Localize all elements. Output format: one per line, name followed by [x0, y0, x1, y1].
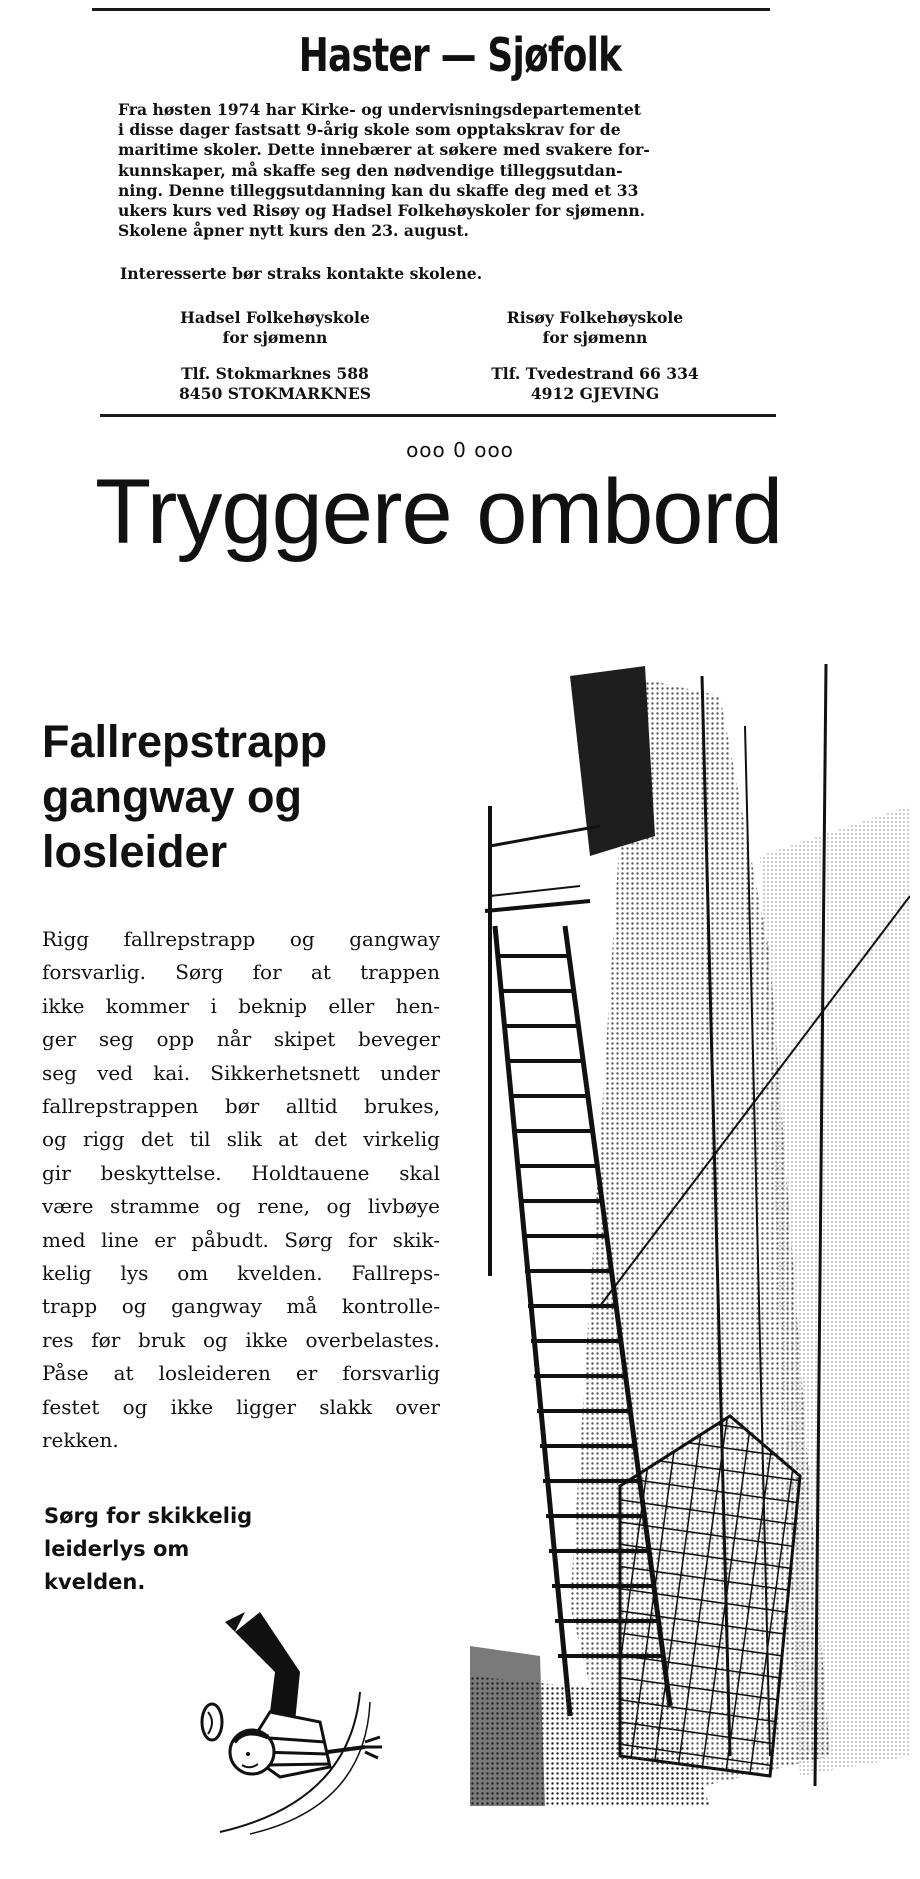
body-line: Påse at losleideren er forsvarlig — [42, 1361, 440, 1386]
subhead-line: Fallrepstrapp — [42, 716, 328, 767]
body-line: trapp og gangway må kontrolle- — [42, 1294, 440, 1319]
body-line: ger seg opp når skipet beveger — [42, 1027, 440, 1052]
night-tip-line: kvelden. — [44, 1570, 146, 1594]
article-body — [42, 923, 440, 1458]
notice-body — [118, 100, 758, 241]
notice-line: i disse dager fastsatt 9-årig skole som opptakskrav for de — [118, 120, 621, 140]
school-phone: Tlf. Stokmarknes 588 — [181, 364, 369, 383]
body-line: rekken. — [42, 1428, 119, 1453]
falling-man-cartoon — [190, 1602, 430, 1837]
article-headline: Tryggere ombord — [95, 461, 783, 563]
notice-interest: Interesserte bør straks kontakte skolene. — [120, 264, 483, 283]
subhead-line: gangway og — [42, 771, 303, 822]
night-tip-line: leiderlys om — [44, 1537, 190, 1561]
school-risoy — [455, 308, 735, 404]
notice-line: kunnskaper, må skaffe seg den nødvendige tilleggsutdan- — [118, 160, 623, 180]
body-line: med line er påbudt. Sørg for skik- — [42, 1227, 440, 1252]
notice-title: Haster — Sjøfolk — [298, 28, 622, 82]
body-line: res før bruk og ikke overbelastes. — [42, 1327, 440, 1352]
notice-line: ukers kurs ved Risøy og Hadsel Folkehøyskoler for sjømenn. — [118, 201, 646, 221]
body-line: seg ved kai. Sikkerhetsnett under — [42, 1060, 440, 1085]
notice-line: Fra høsten 1974 har Kirke- og undervisningsdepartementet — [118, 100, 641, 119]
school-name: Hadsel Folkehøyskole — [180, 308, 370, 327]
subhead-line: losleider — [42, 826, 228, 877]
school-name-sub: for sjømenn — [542, 328, 648, 347]
body-line: gir beskyttelse. Holdtauene skal — [42, 1160, 440, 1185]
night-tip-line: Sørg for skikkelig — [44, 1504, 253, 1528]
body-line: festet og ikke ligger slakk over — [42, 1394, 440, 1419]
notice-line: Skolene åpner nytt kurs den 23. august. — [118, 221, 469, 241]
notice-line: ning. Denne tilleggsutdanning kan du skaffe deg med et 33 — [118, 180, 639, 200]
night-tip — [44, 1500, 252, 1599]
section-separator: ooo 0 ooo — [406, 438, 514, 462]
body-line: Rigg fallrepstrapp og gangway — [42, 927, 440, 951]
school-hadsel — [140, 308, 410, 404]
school-address: 8450 STOKMARKNES — [178, 384, 372, 403]
body-line: og rigg det til slik at det virkelig — [42, 1127, 440, 1152]
body-line: være stramme og rene, og livbøye — [42, 1194, 440, 1219]
body-line: ikke kommer i beknip eller hen- — [42, 993, 440, 1018]
article-subhead — [42, 714, 327, 879]
school-phone: Tlf. Tvedestrand 66 334 — [491, 364, 699, 383]
school-name: Risøy Folkehøyskole — [506, 308, 684, 327]
school-address: 4912 GJEVING — [530, 384, 660, 403]
gangway-illustration — [470, 656, 910, 1806]
notice-bottom-rule — [100, 414, 776, 417]
body-line: fallrepstrappen bør alltid brukes, — [42, 1094, 440, 1119]
top-rule — [92, 8, 770, 11]
body-line: forsvarlig. Sørg for at trappen — [42, 960, 440, 985]
notice-line: maritime skoler. Dette innebærer at søkere med svakere for- — [118, 140, 650, 160]
body-line: kelig lys om kvelden. Fallreps- — [42, 1261, 440, 1286]
school-name-sub: for sjømenn — [222, 328, 328, 347]
